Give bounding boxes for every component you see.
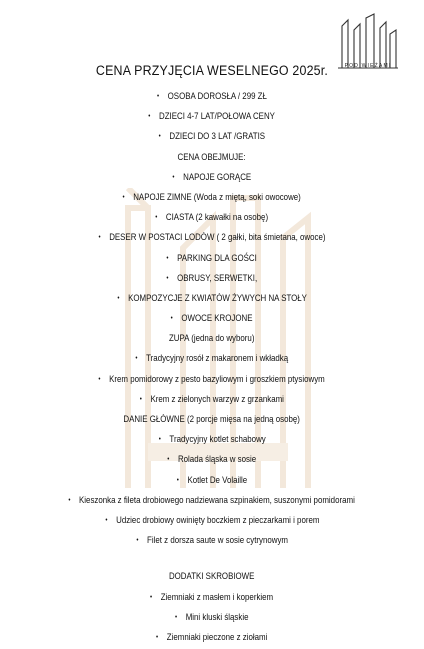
- list-item: • Kieszonka z fileta drobiowego nadziewana szpinakiem, suszonymi pomidorami: [0, 490, 424, 510]
- section-heading: CENA OBEJMUJE:: [177, 151, 247, 162]
- list-item: • DZIECI 4-7 LAT/POŁOWA CENY: [0, 106, 424, 126]
- list-item: • OSOBA DOROSŁA / 299 ZŁ: [0, 86, 424, 106]
- list-item: • Krem z zielonych warzyw z grzankami: [0, 389, 424, 409]
- list-item: • Udziec drobiowy owinięty boczkiem z pieczarkami i porem: [0, 510, 424, 530]
- list-item: • Filet z dorsza saute w sosie cytrynowym: [0, 530, 424, 550]
- list-item: • Krem pomidorowy z pesto bazyliowym i groszkiem ptysiowym: [0, 369, 424, 389]
- price-list: [0, 62, 424, 647]
- list-item: • Tradycyjny kotlet schabowy: [0, 429, 424, 449]
- list-item: • DZIECI DO 3 LAT /GRATIS: [0, 126, 424, 146]
- list-item: • OBRUSY, SERWETKI,: [0, 268, 424, 288]
- section-heading: DODATKI SKROBIOWE: [169, 571, 255, 582]
- list-item: • CIASTA (2 kawałki na osobę): [0, 207, 424, 227]
- list-item: • DESER W POSTACI LODÓW ( 2 gałki, bita śmietana, owoce): [0, 227, 424, 247]
- list-item: • NAPOJE ZIMNE (Woda z miętą, soki owocowe): [0, 187, 424, 207]
- list-item: • Mini kluski śląskie: [0, 607, 424, 627]
- page-title: CENA PRZYJĘCIA WESELNEGO 2025r.: [95, 63, 329, 78]
- list-item: • PARKING DLA GOŚCI: [0, 248, 424, 268]
- list-item: • Kotlet De Volaille: [0, 470, 424, 490]
- section-heading: DANIE GŁÓWNE (2 porcje mięsa na jedną osobę): [123, 414, 301, 424]
- section-heading: ZUPA (jedna do wyboru): [169, 333, 255, 344]
- logo-text: POD WIEŻAMI: [344, 63, 392, 69]
- list-item: • Ziemniaki z masłem i koperkiem: [0, 587, 424, 607]
- list-item: • Rolada śląska w sosie: [0, 449, 424, 469]
- list-item: • Ziemniaki pieczone z ziołami: [0, 627, 424, 647]
- list-item: • OWOCE KROJONE: [0, 308, 424, 328]
- list-item: • Tradycyjny rosół z makaronem i wkładką: [0, 348, 424, 368]
- list-item: • NAPOJE GORĄCE: [0, 167, 424, 187]
- list-item: • KOMPOZYCJE Z KWIATÓW ŻYWYCH NA STOŁY: [0, 288, 424, 308]
